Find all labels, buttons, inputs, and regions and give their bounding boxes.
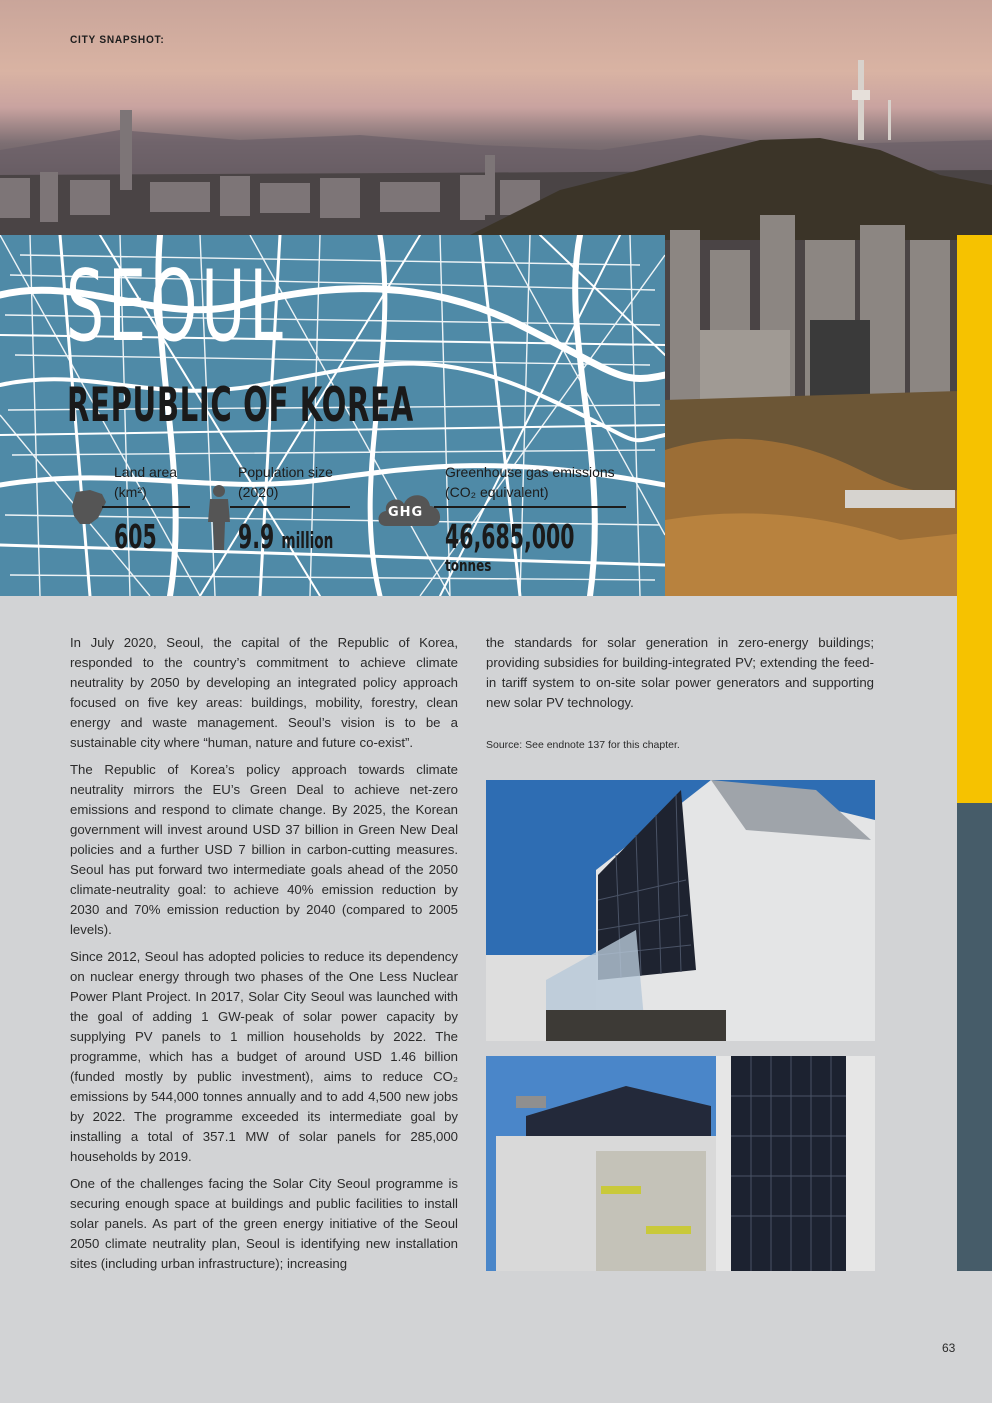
stat-population-unit: million [281,529,334,554]
section-kicker: CITY SNAPSHOT: [70,34,165,46]
stat-population-value: 9.9 million [238,517,334,556]
stat-population-label: Population size (2020) [238,464,333,500]
source-note: Source: See endnote 137 for this chapter. [486,739,680,751]
paragraph: the standards for solar generation in zero-energy buildings; providing subsidies for building-integrated PV; extending the feed-in tariff system to on-site solar power generators and supporting new solar PV technology. [486,635,874,710]
stat-land-area-rule [102,506,190,508]
country-title: REPUBLIC OF KOREA [67,378,414,433]
paragraph: Since 2012, Seoul has adopted policies to reduce its dependency on nuclear energy through two phases of the One Less Nuclear Power Plant Project. In 2017, Solar City Seoul was launched with the goal of adding 1 GW-peak of solar power capacity by supplying PV panels to 1 million households by 2022. The programme, which has a budget of around USD 1.46 billion (funded mostly by public investment), aims to reduce CO₂ emissions by 544,000 tonnes annually and to add 4,500 new jobs by 2022. The programme exceeded its intermediate goal by installing a total of 357.1 MW of solar panels for 285,000 households by 2019. [70,949,458,1164]
stat-land-area-label: Land area (km²) [114,464,178,500]
solar-facade-image [486,1056,875,1271]
stat-ghg-label: Greenhouse gas emissions (CO₂ equivalent) [445,464,615,500]
person-icon [202,484,236,550]
stat-land-area [66,462,196,562]
city-title: SEOUL [66,250,287,364]
ghg-badge: GHG [388,505,424,520]
side-accent-yellow [957,235,992,803]
paragraph: In July 2020, Seoul, the capital of the Republic of Korea, responded to the country’s commitment to achieve climate neutrality by 2050 by developing an integrated policy approach focused on five key areas: buildings, mobility, forestry, clean energy and waste management. Seoul’s vision is to be a sustainable city where “human, nature and future co-exist”. [70,635,458,750]
land-shape-icon [68,488,110,528]
side-accent-slate [957,803,992,1271]
paragraph: The Republic of Korea’s policy approach towards climate neutrality mirrors the EU’s Green Deal to achieve net-zero emissions and respond to climate change. By 2025, the Korean government will invest around USD 37 billion in Green New Deal policies and a further USD 7 billion in carbon-cutting measures. Seoul has put forward two intermediate goals ahead of the 2050 climate-neutrality goal: to achieve 40% emission reduction by 2030 and 70% emission reduction by 2040 (compared to 2005 levels). [70,762,458,937]
solar-building-photo-2 [486,1056,875,1271]
stat-ghg-unit: tonnes [445,556,492,575]
solar-building-photo-1 [486,780,875,1041]
stat-population-rule [230,506,350,508]
stat-population [200,462,360,562]
body-column-left [70,633,458,1281]
paragraph: One of the challenges facing the Solar City Seoul programme is securing enough space at buildings and public facilities to install solar panels. As part of the green energy initiative of the Seoul 2050 climate neutrality plan, Seoul is identifying new installation sites (including urban infrastructure); increasing [70,1176,458,1271]
stat-ghg-rule [434,506,626,508]
stat-ghg [372,462,642,575]
page-number: 63 [942,1341,956,1355]
stat-land-area-value: 605 [114,517,157,556]
solar-facade-image [486,780,875,1041]
body-column-right [486,633,874,755]
stat-ghg-value: 46,685,000 [445,517,575,556]
